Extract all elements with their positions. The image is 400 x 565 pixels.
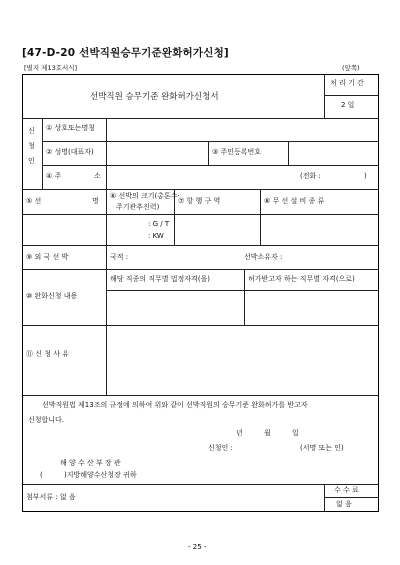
application-reason-label: ⑪ 신 청 사 유 <box>26 350 69 358</box>
phone-label: (전화 : <box>300 172 321 180</box>
phone-close: ) <box>364 172 367 180</box>
date-year: 년 <box>236 429 243 437</box>
representative-name-label: ② 성명(대표자) <box>46 148 94 156</box>
relaxation-content-label: ⑩ 완화신청 내용 <box>26 292 78 300</box>
form-reference: [별지 제13호서식] <box>24 64 78 72</box>
statement-line-2: 신청합니다. <box>28 416 65 424</box>
attachments-label: 첨부서류 : 없 음 <box>26 493 76 501</box>
vessel-size-label: ⑥ 선박의 크기(총톤수· <box>110 192 180 200</box>
processing-period-value: 2 일 <box>341 101 355 109</box>
date-day: 일 <box>292 429 299 437</box>
address-label: ④ 주 <box>46 172 62 180</box>
requested-qualification-label: 허가받고자 하는 직무별 자격(으로) <box>248 275 355 283</box>
gt-unit: : G / T <box>148 220 170 228</box>
radio-equipment-label: ⑧ 무 선 설 비 종 류 <box>264 197 325 205</box>
applicant-label-3: 인 <box>28 157 35 165</box>
nationality-label: 국적 : <box>110 253 129 261</box>
regional-office-addressee: )지방해양수산청장 귀하 <box>64 471 137 479</box>
page-heading: [47-D-20 선박직원승무기준완화허가신청] <box>22 47 229 59</box>
vessel-name-label: ⑤ 선 <box>26 197 42 205</box>
resident-number-label: ③ 주민등록번호 <box>212 148 262 156</box>
page-side: (앞쪽) <box>342 64 360 72</box>
form-title: 선박직원 승무기준 완화허가신청서 <box>90 92 219 102</box>
fee-value: 없 음 <box>336 500 352 508</box>
address-label-suffix: 소 <box>94 172 101 180</box>
foreign-vessel-label: ⑨ 외 국 선 박 <box>26 253 69 261</box>
page-number: - 25 - <box>188 543 207 551</box>
navigation-area-label: ⑦ 항 행 구 역 <box>178 197 221 205</box>
processing-period-label: 처 리 기 간 <box>330 79 364 87</box>
applicant-label-1: 신 <box>28 127 35 135</box>
legal-qualification-label: 해당 직종의 직무별 법정자격(을) <box>110 275 211 283</box>
vessel-size-label-2: 주기관추진력) <box>116 203 160 211</box>
statement-line-1: 선박직원법 제13조의 규정에 의하여 위와 같이 선박직원의 승무기준 완화허가를 받고자 <box>42 401 308 409</box>
vessel-name-suffix: 명 <box>92 197 99 205</box>
applicant-label-2: 청 <box>28 142 35 150</box>
fee-label: 수 수 료 <box>334 486 359 494</box>
office-open-paren: ( <box>40 471 43 479</box>
minister-addressee: 해 양 수 산 부 장 관 <box>60 459 121 467</box>
kw-unit: : KW <box>148 232 164 240</box>
applicant-signature-label: 신청인 : <box>208 444 233 452</box>
company-name-label: ① 상호또는명칭 <box>46 124 96 132</box>
signature-hint: (서명 또는 인) <box>300 444 344 452</box>
date-month: 월 <box>264 429 271 437</box>
vessel-owner-label: 선박소유자 : <box>244 253 283 261</box>
